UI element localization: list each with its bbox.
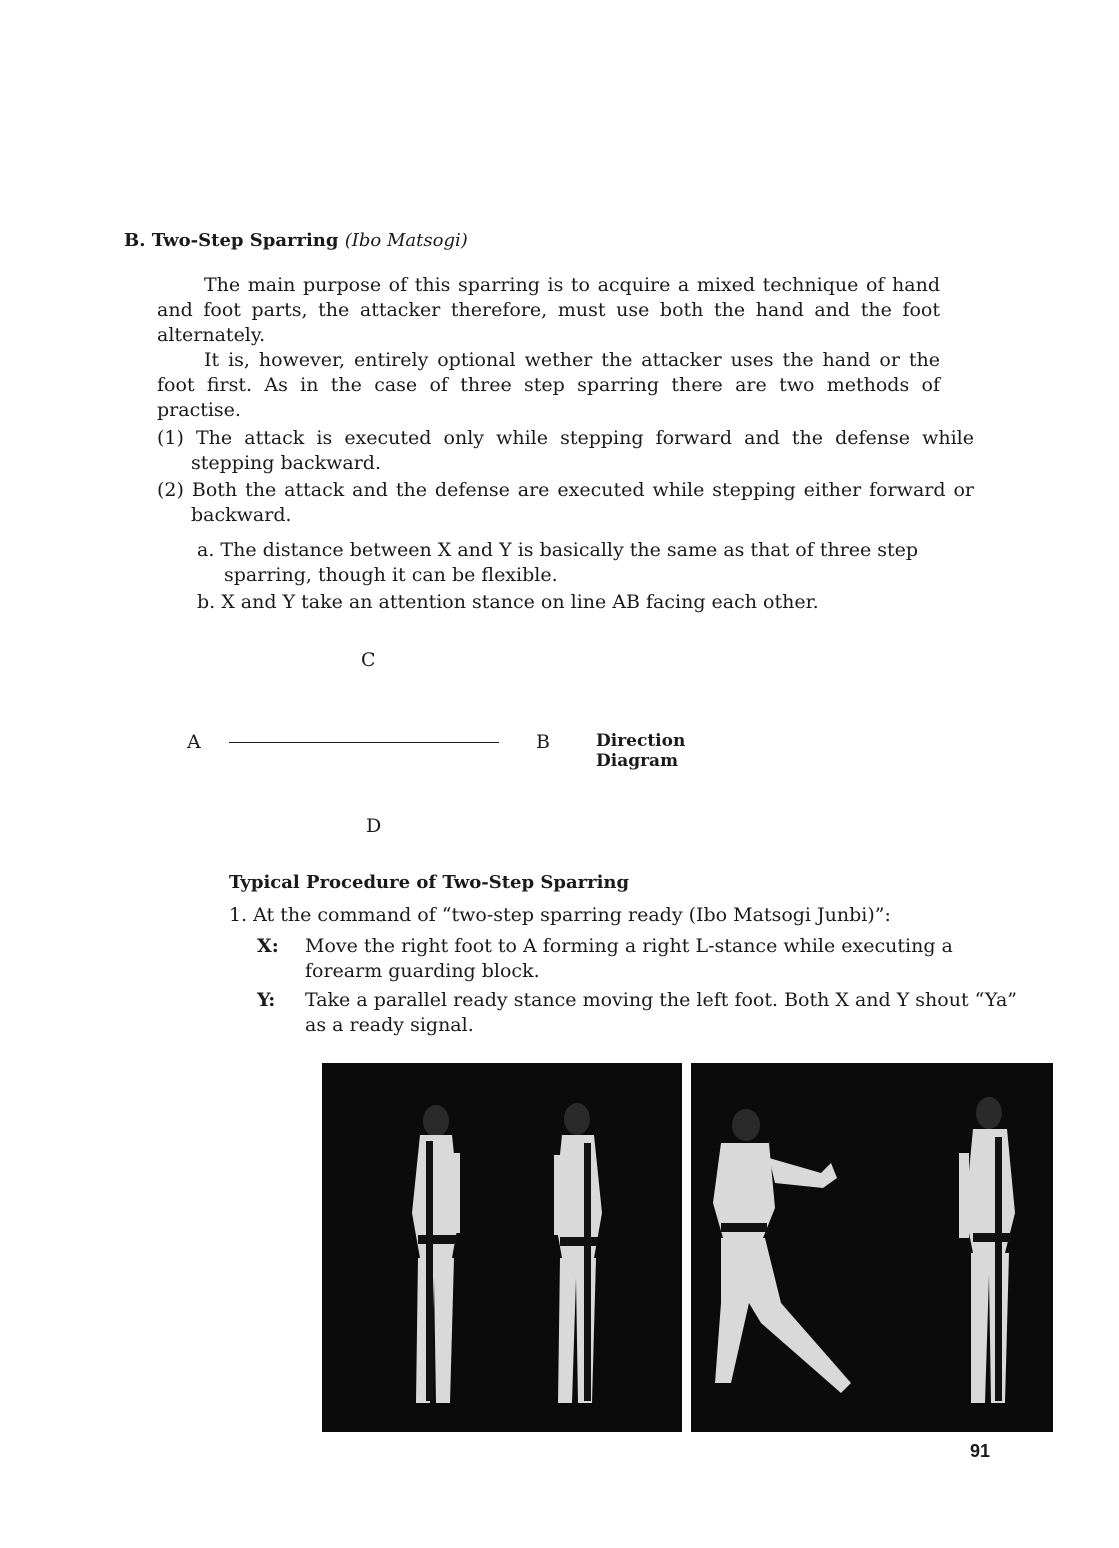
sub-item-b: b. X and Y take an attention stance on line AB facing each other.	[197, 591, 819, 613]
diagram-point-c: C	[361, 649, 376, 671]
diagram-label: Direction Diagram	[596, 731, 686, 771]
sub-item-a: a. The distance between X and Y is basically the same as that of three step sparring, though it can be flexible.	[197, 539, 919, 586]
role-y-label: Y:	[257, 989, 276, 1011]
procedure-step-1: 1. At the command of “two-step sparring ready (Ibo Matsogi Junbi)”:	[229, 904, 891, 926]
photo-attention-stance-figures	[322, 1063, 682, 1432]
diagram-point-b: B	[536, 731, 550, 753]
method-two: (2) Both the attack and the defense are executed while stepping either forward or backward.	[157, 479, 974, 526]
page-number: 91	[970, 1441, 991, 1461]
diagram-point-d: D	[366, 815, 382, 837]
method-one: (1) The attack is executed only while stepping forward and the defense while stepping backward.	[157, 427, 974, 474]
diagram-line-ab	[229, 742, 499, 743]
section-title-main: B. Two-Step Sparring	[124, 230, 339, 251]
role-x-text: Move the right foot to A forming a right L-stance while executing a forearm guarding block.	[305, 935, 953, 982]
photo-attention-stance	[322, 1063, 682, 1432]
role-x-label: X:	[257, 935, 279, 957]
photo-ready-position-figures	[691, 1063, 1053, 1432]
photo-ready-position	[691, 1063, 1053, 1432]
role-y-text: Take a parallel ready stance moving the left foot. Both X and Y shout “Ya” as a ready signal.	[305, 989, 1017, 1036]
procedure-heading: Typical Procedure of Two-Step Sparring	[229, 872, 630, 893]
section-title-sub: (Ibo Matsogi)	[344, 230, 468, 251]
section-title	[124, 230, 468, 251]
paragraph-purpose: The main purpose of this sparring is to acquire a mixed technique of hand and foot parts, the attacker therefore, must use both the hand and the foot alternately.	[157, 274, 940, 346]
diagram-point-a: A	[187, 731, 201, 753]
paragraph-options: It is, however, entirely optional wether the attacker uses the hand or the foot first. As in the case of three step sparring there are two methods of practise.	[157, 349, 940, 421]
